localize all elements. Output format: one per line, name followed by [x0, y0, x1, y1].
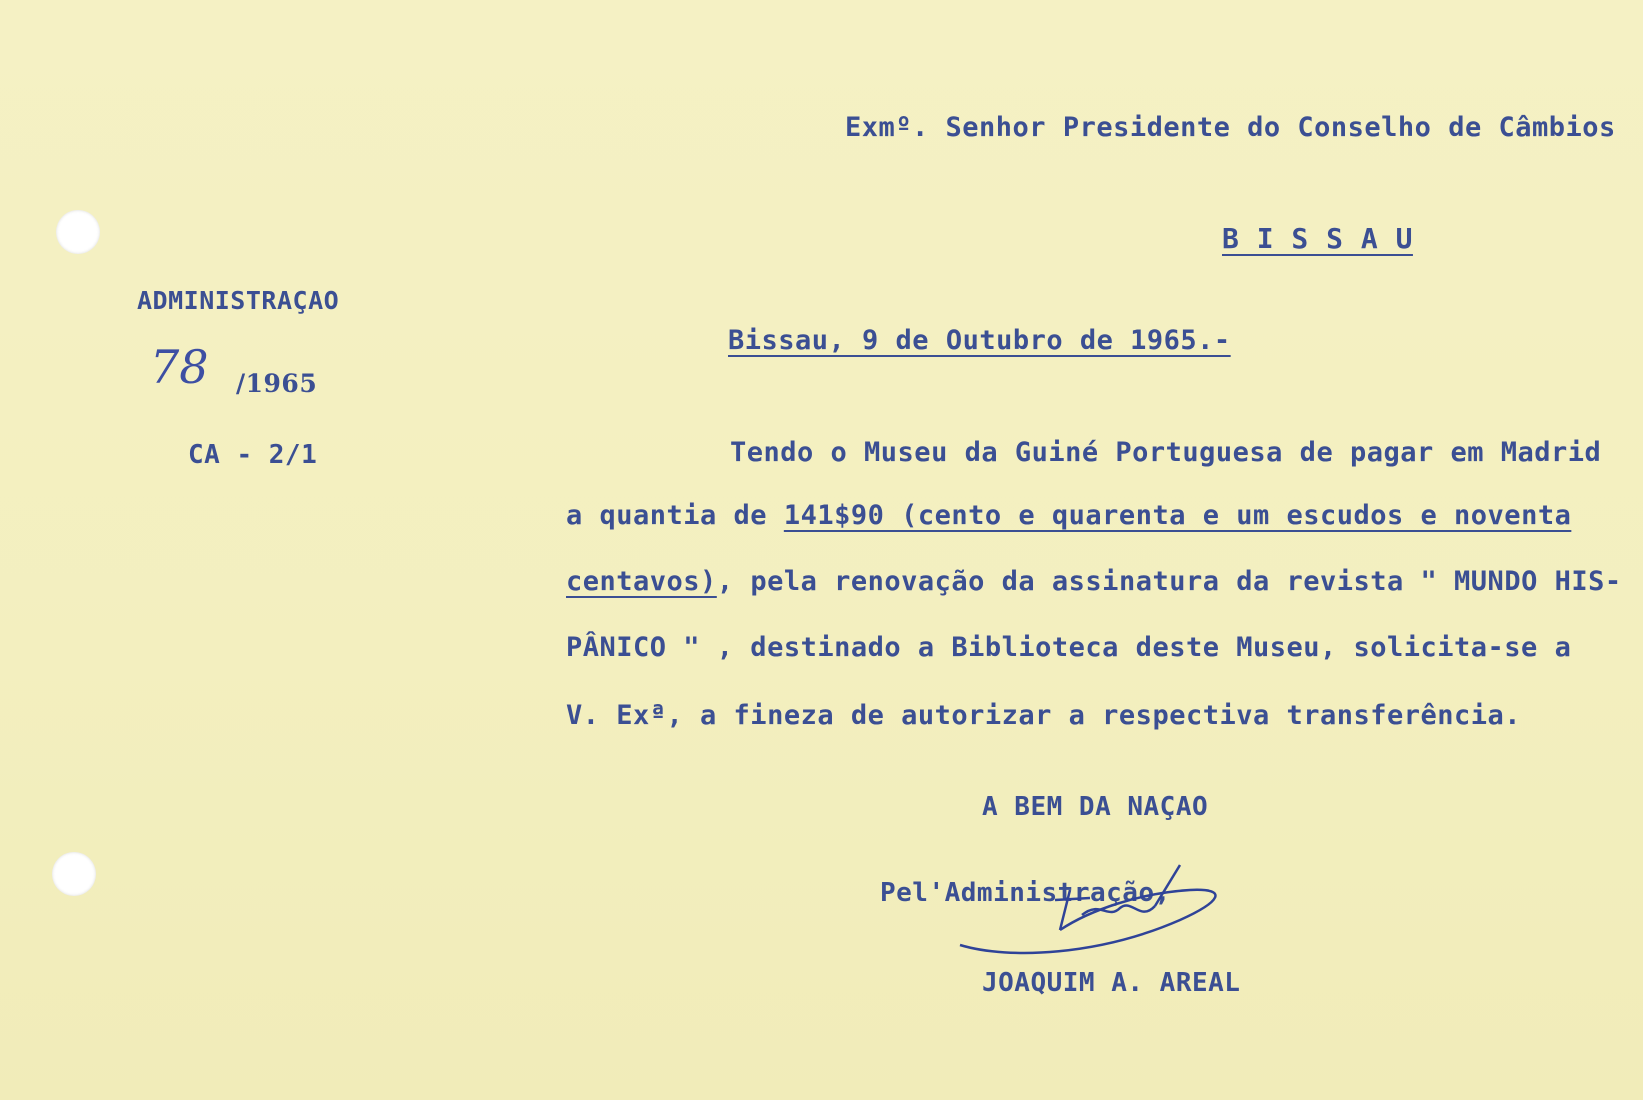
body-line-5: V. Exª, a fineza de autorizar a respectiva transferência.: [566, 700, 1522, 731]
closing-formula: A BEM DA NAÇAO: [982, 792, 1209, 822]
amount-text-continued: centavos): [566, 566, 717, 597]
signer-name: JOAQUIM A. AREAL: [982, 968, 1241, 998]
letter-date: Bissau, 9 de Outubro de 1965.-: [728, 325, 1231, 356]
amount-text: 141$90 (cento e quarenta e um escudos e noventa: [783, 500, 1572, 531]
reference-code: CA - 2/1: [188, 440, 318, 470]
city: B I S S A U: [1222, 222, 1413, 255]
body-line-3: [566, 566, 1622, 597]
reference-year: /1965: [236, 369, 318, 398]
handwritten-reference-number: 78: [150, 340, 209, 394]
department-label: ADMINISTRAÇAO: [137, 286, 340, 315]
punch-hole-top: [56, 210, 100, 254]
body-line-4: PÂNICO " , destinado a Biblioteca deste Museu, solicita-se a: [566, 632, 1572, 663]
body-line-2: [566, 500, 1571, 531]
body-line-2-prefix: a quantia de: [566, 500, 784, 531]
handwritten-signature: [950, 860, 1250, 980]
body-line-3-rest: , pela renovação da assinatura da revista " MUNDO HIS-: [716, 566, 1622, 597]
signature-label: Pel'Administração,: [880, 878, 1171, 908]
punch-hole-bottom: [52, 852, 96, 896]
body-line-1: Tendo o Museu da Guiné Portuguesa de pagar em Madrid: [730, 437, 1602, 468]
addressee: Exmº. Senhor Presidente do Conselho de Câmbios: [845, 112, 1616, 143]
